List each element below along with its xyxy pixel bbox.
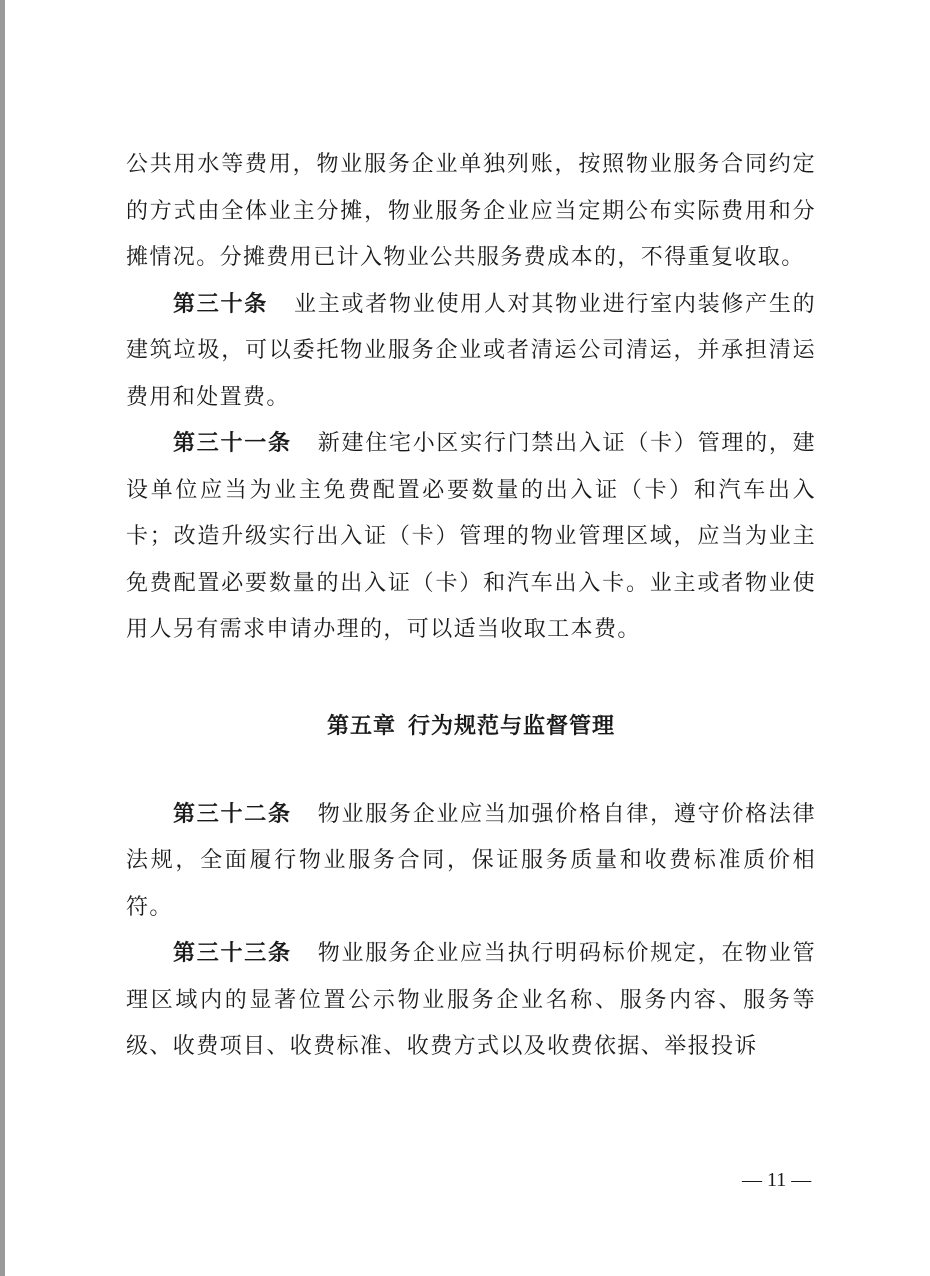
document-body <box>126 142 816 1071</box>
article-body: 物业服务企业应当加强价格自律，遵守价格法律法规，全面履行物业服务合同，保证服务质量和收费标准质价相符。 <box>126 801 816 920</box>
article-body: 业主或者物业使用人对其物业进行室内装修产生的建筑垃圾，可以委托物业服务企业或者清运公司清运，并承担清运费用和处置费。 <box>126 291 816 410</box>
continuation-paragraph: 公共用水等费用，物业服务企业单独列账，按照物业服务合同约定的方式由全体业主分摊，物业服务企业应当定期公布实际费用和分摊情况。分摊费用已计入物业公共服务费成本的，不得重复收取。 <box>126 152 816 270</box>
article-heading: 第三十一条 <box>173 431 292 456</box>
article-30 <box>126 282 816 422</box>
article-body: 新建住宅小区实行门禁出入证（卡）管理的，建设单位应当为业主免费配置必要数量的出入证（卡）和汽车出入卡；改造升级实行出入证（卡）管理的物业管理区域，应当为业主免费配置必要数量的出入证（卡）和汽车出入卡。业主或者物业使用人另有需求申请办理的，可以适当收取工本费。 <box>126 431 816 642</box>
page-number: — 11 — <box>742 1169 812 1191</box>
chapter-heading <box>126 704 816 750</box>
chapter-number: 第五章 <box>326 713 396 739</box>
article-body: 物业服务企业应当执行明码标价规定，在物业管理区域内的显著位置公示物业服务企业名称、服务内容、服务等级、收费项目、收费标准、收费方式以及收费依据、举报投诉 <box>126 941 816 1059</box>
chapter-title: 行为规范与监督管理 <box>408 713 616 739</box>
article-31 <box>126 421 816 654</box>
article-heading: 第三十二条 <box>173 801 292 827</box>
page-edge-shadow <box>0 0 5 1276</box>
article-33 <box>126 931 816 1071</box>
article-heading: 第三十三条 <box>173 941 292 966</box>
article-heading: 第三十条 <box>173 291 268 317</box>
article-32 <box>126 792 816 932</box>
